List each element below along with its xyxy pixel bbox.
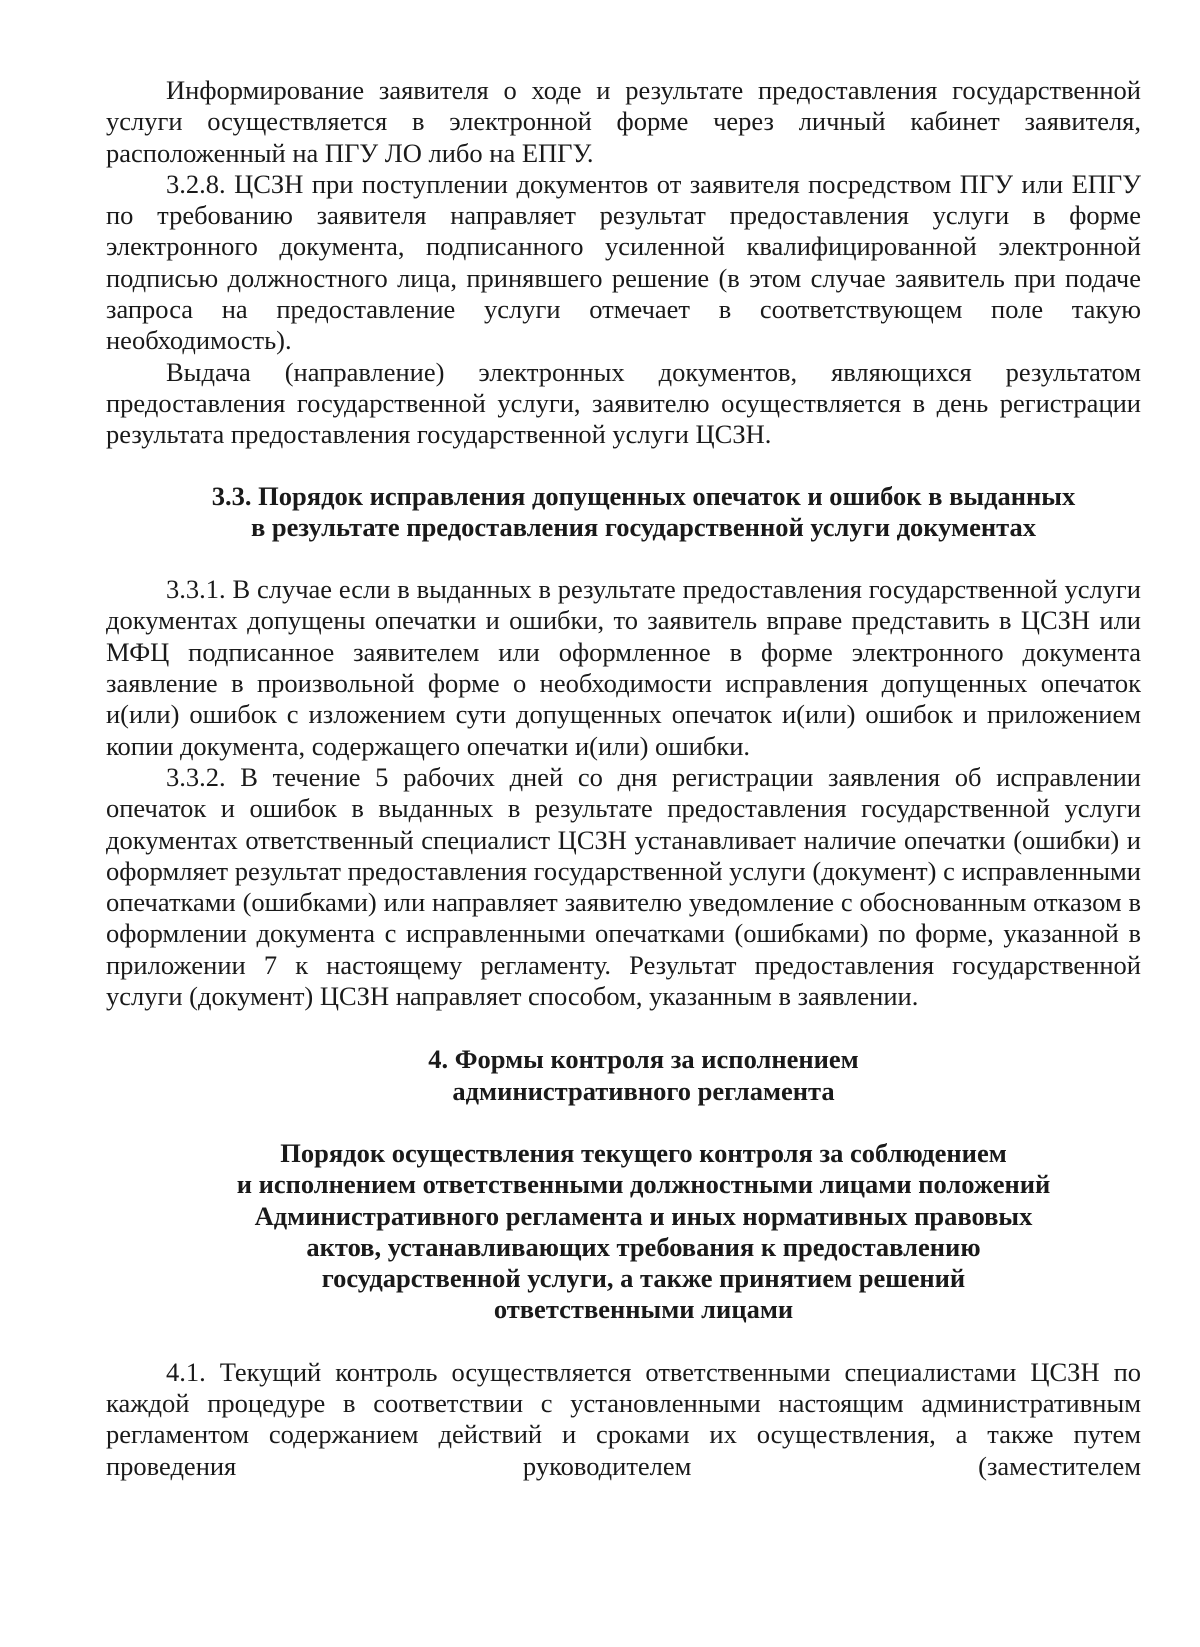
subsection-heading-line6: ответственными лицами xyxy=(493,1294,794,1325)
paragraph-informing: Информирование заявителя о ходе и результате предоставления государственной услуги осуществляется в электронной форме через личный кабинет заявителя, расположенный на ПГУ ЛО либо на ЕПГУ. xyxy=(106,75,1141,168)
subsection-heading-current-control xyxy=(106,1138,1141,1326)
section-heading-3-3-line2: в результате предоставления государственной услуги документах xyxy=(251,511,1036,542)
subsection-heading-line5: государственной услуги, а также принятием решений xyxy=(321,1263,966,1294)
paragraph-4-1: 4.1. Текущий контроль осуществляется ответственными специалистами ЦСЗН по каждой процедуре в соответствии с установленными настоящим административным регламентом содержанием действий и сроками их осуществления, а также путем проведения руководителем (заместителем xyxy=(106,1356,1141,1481)
subsection-heading-line3: Административного регламента и иных нормативных правовых xyxy=(254,1200,1033,1231)
paragraph-3-3-2: 3.3.2. В течение 5 рабочих дней со дня регистрации заявления об исправлении опечаток и ошибок в выданных в результате предоставления государственной услуги документах ответственный специалист ЦСЗН устанавливает наличие опечатки (ошибки) и оформляет результат предоставления государственной услуги (документ) с исправленными опечатками (ошибками) или направляет заявителю уведомление с обоснованным отказом в оформлении документа с исправленными опечатками (ошибками) по форме, указанной в приложении 7 к настоящему регламенту. Результат предоставления государственной услуги (документ) ЦСЗН направляет способом, указанным в заявлении. xyxy=(106,761,1141,1012)
section-heading-3-3 xyxy=(106,481,1141,544)
subsection-heading-line2: и исполнением ответственными должностными лицами положений xyxy=(236,1169,1051,1200)
document-body xyxy=(106,75,1141,1482)
paragraph-issuance: Выдача (направление) электронных документов, являющихся результатом предоставления государственной услуги, заявителю осуществляется в день регистрации результата предоставления государственной услуги ЦСЗН. xyxy=(106,356,1141,450)
paragraph-3-2-8: 3.2.8. ЦСЗН при поступлении документов от заявителя посредством ПГУ или ЕПГУ по требованию заявителя направляет результат предоставления услуги в форме электронного документа, подписанного усиленной квалифицированной электронной подписью должностного лица, принявшего решение (в этом случае заявитель при подаче запроса на предоставление услуги отмечает в соответствующем поле такую необходимость). xyxy=(106,168,1141,356)
paragraph-3-3-1: 3.3.1. В случае если в выданных в результате предоставления государственной услуги документах допущены опечатки и ошибки, то заявитель вправе представить в ЦСЗН или МФЦ подписанное заявителем или оформленное в форме электронного документа заявление в произвольной форме о необходимости исправления допущенных опечаток и(или) ошибок с изложением сути допущенных опечаток и(или) ошибок и приложением копии документа, содержащего опечатки и(или) ошибки. xyxy=(106,574,1141,761)
section-heading-4 xyxy=(106,1044,1141,1107)
subsection-heading-line1: Порядок осуществления текущего контроля за соблюдением xyxy=(280,1137,1007,1168)
section-heading-4-line2: административного регламента xyxy=(452,1075,835,1106)
section-heading-4-line1: 4. Формы контроля за исполнением xyxy=(428,1044,859,1075)
subsection-heading-line4: актов, устанавливающих требования к предоставлению xyxy=(306,1231,981,1262)
section-heading-3-3-line1: 3.3. Порядок исправления допущенных опечаток и ошибок в выданных xyxy=(211,480,1076,511)
